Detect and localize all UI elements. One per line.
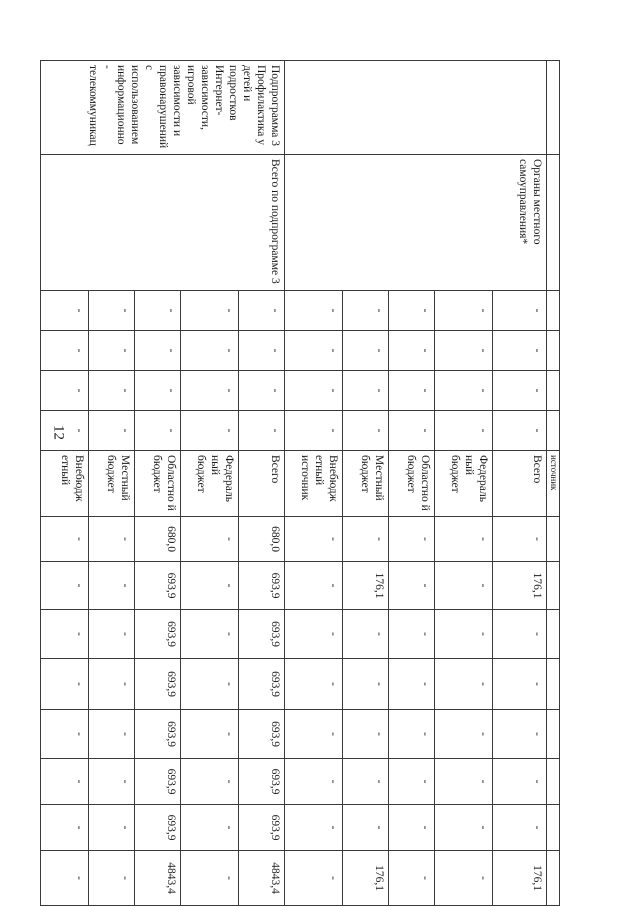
- dash-cell: -: [493, 759, 547, 805]
- cell: [547, 331, 560, 371]
- source-label: Областно й бюджет: [135, 451, 181, 517]
- dash-cell: -: [343, 291, 389, 331]
- dash-cell: -: [493, 331, 547, 371]
- dash-cell: -: [389, 291, 435, 331]
- dash-cell: -: [41, 805, 89, 851]
- dash-cell: -: [435, 710, 493, 759]
- dash-cell: -: [285, 291, 343, 331]
- dash-cell: -: [389, 805, 435, 851]
- value-cell: 4843,4: [239, 851, 285, 906]
- dash-cell: -: [343, 331, 389, 371]
- dash-cell: -: [389, 659, 435, 710]
- dash-cell: -: [41, 517, 89, 562]
- dash-cell: -: [285, 710, 343, 759]
- dash-cell: -: [435, 759, 493, 805]
- value-cell: 176,1: [493, 851, 547, 906]
- dash-cell: -: [343, 610, 389, 659]
- value-cell: 693,9: [135, 659, 181, 710]
- cell: [547, 517, 560, 562]
- dash-cell: -: [89, 411, 135, 451]
- cell: [547, 411, 560, 451]
- dash-cell: -: [389, 517, 435, 562]
- dash-cell: -: [435, 659, 493, 710]
- source-label: Федераль ный бюджет: [181, 451, 239, 517]
- dash-cell: -: [343, 710, 389, 759]
- dash-cell: -: [389, 851, 435, 906]
- dash-cell: -: [89, 710, 135, 759]
- dash-cell: -: [89, 291, 135, 331]
- org-cell: Всего по подпрограмме 3: [41, 155, 285, 291]
- dash-cell: -: [41, 411, 89, 451]
- dash-cell: -: [435, 291, 493, 331]
- org-cell: Органы местного самоуправления*: [285, 155, 547, 291]
- value-cell: 680,0: [135, 517, 181, 562]
- dash-cell: -: [89, 610, 135, 659]
- dash-cell: -: [343, 411, 389, 451]
- dash-cell: -: [89, 371, 135, 411]
- dash-cell: -: [285, 562, 343, 610]
- source-label: Всего: [239, 451, 285, 517]
- value-cell: 176,1: [493, 562, 547, 610]
- dash-cell: -: [135, 331, 181, 371]
- cell: [547, 759, 560, 805]
- cell: [547, 659, 560, 710]
- value-cell: 176,1: [343, 562, 389, 610]
- funding-table: [40, 60, 560, 906]
- dash-cell: -: [41, 371, 89, 411]
- cell: [547, 61, 560, 155]
- cell: [547, 562, 560, 610]
- dash-cell: -: [493, 411, 547, 451]
- source-label: Всего: [493, 451, 547, 517]
- dash-cell: -: [181, 851, 239, 906]
- program-cell-empty: [285, 61, 547, 155]
- value-cell: 693,9: [239, 759, 285, 805]
- dash-cell: -: [493, 291, 547, 331]
- value-cell: 693,9: [239, 562, 285, 610]
- dash-cell: -: [389, 371, 435, 411]
- dash-cell: -: [343, 659, 389, 710]
- source-label: Областно й бюджет: [389, 451, 435, 517]
- source-label: Внебюдж етный: [41, 451, 89, 517]
- dash-cell: -: [389, 411, 435, 451]
- dash-cell: -: [493, 610, 547, 659]
- dash-cell: -: [239, 291, 285, 331]
- dash-cell: -: [343, 759, 389, 805]
- dash-cell: -: [285, 517, 343, 562]
- dash-cell: -: [239, 371, 285, 411]
- dash-cell: -: [89, 562, 135, 610]
- dash-cell: -: [389, 759, 435, 805]
- dash-cell: -: [285, 759, 343, 805]
- dash-cell: -: [41, 710, 89, 759]
- dash-cell: -: [493, 517, 547, 562]
- value-cell: 693,9: [239, 805, 285, 851]
- dash-cell: -: [41, 659, 89, 710]
- value-cell: 680,0: [239, 517, 285, 562]
- cell: [547, 371, 560, 411]
- cell: [547, 155, 560, 291]
- dash-cell: -: [389, 710, 435, 759]
- dash-cell: -: [89, 805, 135, 851]
- dash-cell: -: [343, 371, 389, 411]
- dash-cell: -: [389, 331, 435, 371]
- dash-cell: -: [285, 805, 343, 851]
- cell: [547, 851, 560, 906]
- dash-cell: -: [181, 805, 239, 851]
- dash-cell: -: [493, 371, 547, 411]
- value-cell: 693,9: [135, 805, 181, 851]
- value-cell: 693,9: [135, 759, 181, 805]
- value-cell: 693,9: [239, 610, 285, 659]
- dash-cell: -: [181, 710, 239, 759]
- dash-cell: -: [389, 562, 435, 610]
- dash-cell: -: [435, 805, 493, 851]
- dash-cell: -: [435, 851, 493, 906]
- dash-cell: -: [493, 659, 547, 710]
- dash-cell: -: [181, 517, 239, 562]
- dash-cell: -: [89, 851, 135, 906]
- dash-cell: -: [239, 411, 285, 451]
- cell: [547, 291, 560, 331]
- source-column-header: источник: [547, 451, 560, 517]
- dash-cell: -: [135, 411, 181, 451]
- dash-cell: -: [343, 805, 389, 851]
- dash-cell: -: [285, 331, 343, 371]
- dash-cell: -: [181, 610, 239, 659]
- dash-cell: -: [435, 331, 493, 371]
- cell: [547, 710, 560, 759]
- dash-cell: -: [435, 411, 493, 451]
- dash-cell: -: [181, 759, 239, 805]
- dash-cell: -: [493, 805, 547, 851]
- table-row: [493, 61, 547, 906]
- dash-cell: -: [89, 759, 135, 805]
- dash-cell: -: [181, 411, 239, 451]
- value-cell: 693,9: [239, 710, 285, 759]
- dash-cell: -: [389, 610, 435, 659]
- source-label: Местный бюджет: [343, 451, 389, 517]
- dash-cell: -: [181, 659, 239, 710]
- source-label: Местный бюджет: [89, 451, 135, 517]
- dash-cell: -: [89, 517, 135, 562]
- dash-cell: -: [285, 851, 343, 906]
- value-cell: 693,9: [239, 659, 285, 710]
- dash-cell: -: [89, 331, 135, 371]
- value-cell: 693,9: [135, 562, 181, 610]
- dash-cell: -: [181, 291, 239, 331]
- dash-cell: -: [435, 610, 493, 659]
- dash-cell: -: [435, 517, 493, 562]
- source-label: Внебюдж етный источник: [285, 451, 343, 517]
- table-row: [239, 61, 285, 906]
- dash-cell: -: [435, 371, 493, 411]
- dash-cell: -: [239, 331, 285, 371]
- dash-cell: -: [493, 710, 547, 759]
- dash-cell: -: [41, 759, 89, 805]
- dash-cell: -: [343, 517, 389, 562]
- dash-cell: -: [285, 371, 343, 411]
- table-header-row: [547, 61, 560, 906]
- dash-cell: -: [135, 371, 181, 411]
- source-label: Федераль ный бюджет: [435, 451, 493, 517]
- dash-cell: -: [41, 291, 89, 331]
- dash-cell: -: [181, 562, 239, 610]
- program-cell: Подпрограмма 3 Профилактика у детей и подростков Интернет-зависимости, игровой зависимости и правонарушений с использованием информационно - телекоммуникац: [41, 61, 285, 155]
- dash-cell: -: [135, 291, 181, 331]
- dash-cell: -: [285, 411, 343, 451]
- dash-cell: -: [181, 371, 239, 411]
- page-number: 12: [50, 425, 67, 440]
- dash-cell: -: [41, 562, 89, 610]
- value-cell: 693,9: [135, 610, 181, 659]
- dash-cell: -: [41, 851, 89, 906]
- value-cell: 4843,4: [135, 851, 181, 906]
- dash-cell: -: [285, 610, 343, 659]
- dash-cell: -: [181, 331, 239, 371]
- value-cell: 176,1: [343, 851, 389, 906]
- dash-cell: -: [89, 659, 135, 710]
- dash-cell: -: [435, 562, 493, 610]
- cell: [547, 610, 560, 659]
- dash-cell: -: [285, 659, 343, 710]
- value-cell: 693,9: [135, 710, 181, 759]
- cell: [547, 805, 560, 851]
- dash-cell: -: [41, 331, 89, 371]
- dash-cell: -: [41, 610, 89, 659]
